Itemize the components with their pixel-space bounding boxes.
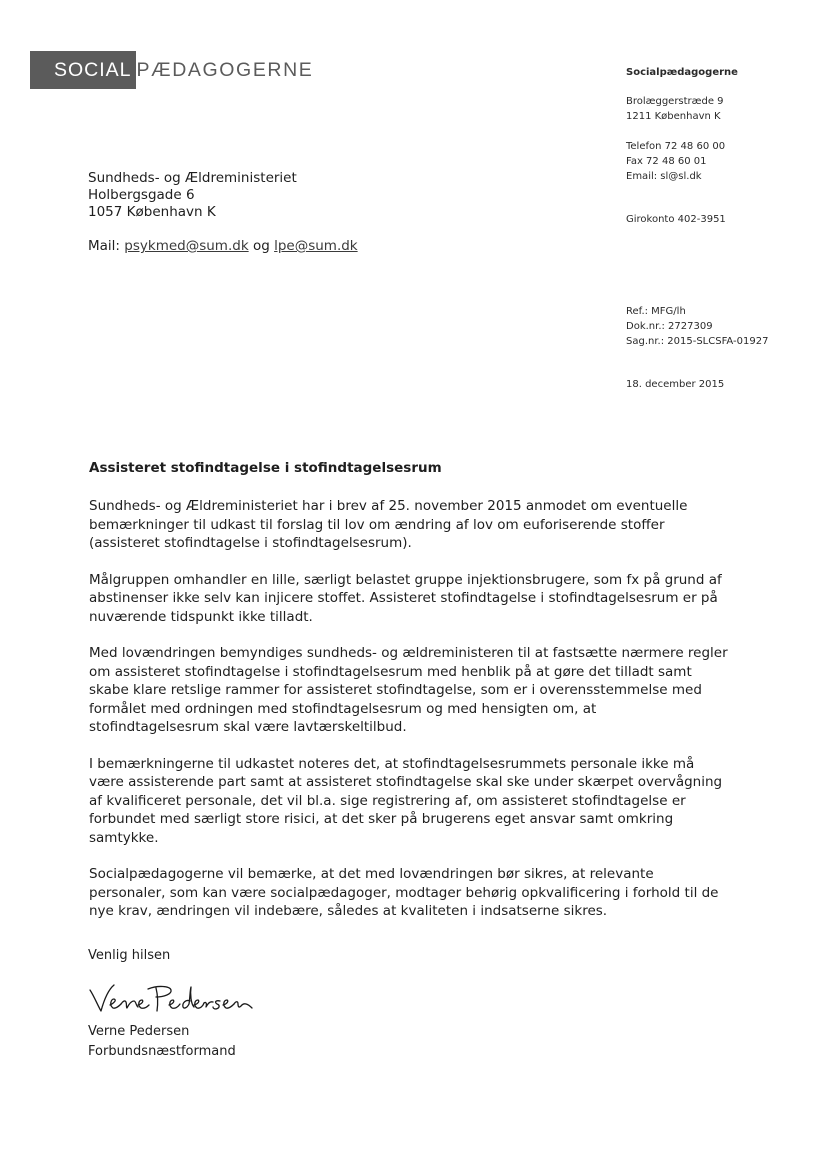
paragraph: I bemærkningerne til udkastet noteres det, at stofindtagelsesrummets personale ikke må være assisterende part samt at assisteret stofindtagelse skal ske under skærpet overvågning af kvalificeret personale, det vil bl.a. sige registrering af, om assisteret stofindtagelse er forbundet med særligt store risici, at det sker på brugerens eget ansvar samt omkring samtykke. [89, 755, 723, 846]
letter-subject: Assisteret stofindtagelse i stofindtagelsesrum [89, 460, 442, 476]
closing: Venlig hilsen [88, 948, 171, 963]
signer-title: Forbundsnæstformand [88, 1044, 236, 1059]
mail-label: Mail: [88, 238, 120, 254]
paragraph: Socialpædagogerne vil bemærke, at det med lovændringen bør sikres, at relevante personaler, som kan være socialpædagoger, modtager behørig opkvalificering i forhold til de nye krav, ændringen vil indebære, således at kvaliteten i indsatserne sikres. [89, 866, 719, 919]
letter-date: 18. december 2015 [626, 379, 725, 390]
signer-name: Verne Pedersen [88, 1024, 190, 1039]
recipient-city: 1057 København K [88, 204, 216, 220]
signer-block [88, 1022, 236, 1062]
paragraph: Målgruppen omhandler en lille, særligt belastet gruppe injektionsbrugere, som fx på grund af abstinenser ikke selv kan injicere stoffet. Assisteret stofindtagelse i stofindtagelsesrum er på nuværende tidspunkt ikke tilladt. [89, 571, 722, 625]
sender-giro: Girokonto 402-3951 [626, 214, 726, 225]
logo-paedagogerne: PÆDAGOGERNE [136, 58, 314, 81]
sender-phone: Telefon 72 48 60 00 [626, 141, 726, 152]
sender-block [626, 65, 738, 80]
paragraph: Med lovændringen bemyndiges sundheds- og ældreministeren til at fastsætte nærmere regler om assisteret stofindtagelse i stofindtagelsesrum med henblik på at gøre det tilladt samt skabe klare retslige rammer for assisteret stofindtagelse, som er i overensstemmelse med formålet med ordningen med stofindtagelsesrum og med hensigten om, at stofindtagelsesrum skal være lavtærskeltilbud. [89, 645, 728, 735]
mail-link-psykmed[interactable]: psykmed@sum.dk [124, 238, 249, 254]
recipient-street: Holbergsgade 6 [88, 187, 195, 203]
mail-link-lpe[interactable]: lpe@sum.dk [274, 238, 358, 254]
sender-address [626, 94, 724, 124]
dok-line: Dok.nr.: 2727309 [626, 321, 713, 332]
sag-line: Sag.nr.: 2015-SLCSFA-01927 [626, 336, 769, 347]
sender-fax: Fax 72 48 60 01 [626, 156, 707, 167]
sender-name: Socialpædagogerne [626, 67, 738, 78]
mail-joiner: og [252, 238, 270, 254]
recipient-address [88, 170, 297, 221]
paragraph: Sundheds- og Ældreministeriet har i brev af 25. november 2015 anmodet om eventuelle bemærkninger til udkast til forslag til lov om ændring af lov om euforiserende stoffer (assisteret stofindtagelse i stofindtagelsesrum). [89, 498, 688, 551]
letter-body [89, 497, 729, 939]
handwritten-signature [86, 980, 256, 1016]
ref-line: Ref.: MFG/lh [626, 306, 686, 317]
reference-block [626, 304, 768, 349]
logo-social: SOCIAL [30, 51, 136, 89]
sender-city: 1211 København K [626, 111, 721, 122]
logo [30, 51, 313, 89]
sender-street: Brolæggerstræde 9 [626, 96, 724, 107]
recipient-name: Sundheds- og Ældreministeriet [88, 170, 297, 186]
recipient-mail [88, 238, 358, 254]
sender-contact [626, 139, 725, 184]
sender-email: Email: sl@sl.dk [626, 171, 702, 182]
